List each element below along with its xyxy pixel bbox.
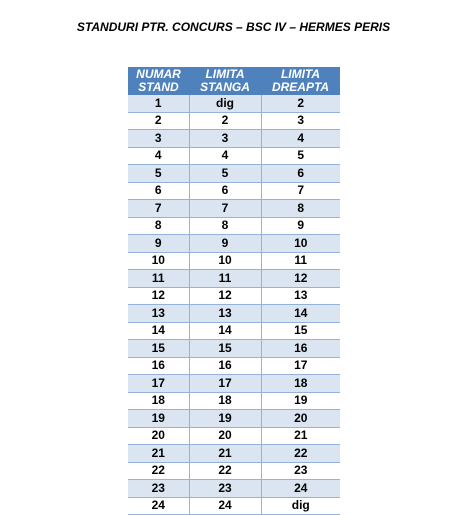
left-limit-cell: 8 — [189, 217, 261, 235]
stand-number-cell: 19 — [128, 410, 189, 428]
stand-number-cell: 17 — [128, 375, 189, 393]
stand-number-cell: 8 — [128, 217, 189, 235]
right-limit-cell: 18 — [261, 375, 340, 393]
stand-number-cell: 3 — [128, 130, 189, 148]
left-limit-cell: 7 — [189, 200, 261, 218]
right-limit-cell: 13 — [261, 287, 340, 305]
stand-number-cell: 16 — [128, 357, 189, 375]
right-limit-cell: 12 — [261, 270, 340, 288]
table-row — [128, 480, 340, 498]
left-limit-cell: 20 — [189, 427, 261, 445]
table-row — [128, 130, 340, 148]
stand-number-cell: 20 — [128, 427, 189, 445]
stand-number-cell: 4 — [128, 147, 189, 165]
right-limit-cell: 9 — [261, 217, 340, 235]
left-limit-cell: 4 — [189, 147, 261, 165]
left-limit-cell: 17 — [189, 375, 261, 393]
stand-number-cell: 21 — [128, 445, 189, 463]
header-row — [128, 67, 340, 95]
right-limit-cell: 3 — [261, 112, 340, 130]
column-header-left-limit: LIMITA STANGA — [189, 67, 261, 95]
left-limit-cell: 11 — [189, 270, 261, 288]
right-limit-cell: 6 — [261, 165, 340, 183]
stand-number-cell: 1 — [128, 95, 189, 112]
right-limit-cell: 21 — [261, 427, 340, 445]
table-row — [128, 182, 340, 200]
left-limit-cell: 13 — [189, 305, 261, 323]
left-limit-cell: 23 — [189, 480, 261, 498]
stand-number-cell: 14 — [128, 322, 189, 340]
table-row — [128, 462, 340, 480]
table-row — [128, 392, 340, 410]
right-limit-cell: 2 — [261, 95, 340, 112]
table-row — [128, 252, 340, 270]
table-row — [128, 217, 340, 235]
table-row — [128, 165, 340, 183]
table-row — [128, 427, 340, 445]
table-row — [128, 287, 340, 305]
table-row — [128, 410, 340, 428]
left-limit-cell: 21 — [189, 445, 261, 463]
right-limit-cell: 22 — [261, 445, 340, 463]
column-header-stand-number: NUMAR STAND — [128, 67, 189, 95]
table-row — [128, 112, 340, 130]
table-row — [128, 270, 340, 288]
table-row — [128, 340, 340, 358]
stand-number-cell: 18 — [128, 392, 189, 410]
column-header-right-limit: LIMITA DREAPTA — [261, 67, 340, 95]
table-body — [128, 95, 340, 515]
left-limit-cell: 24 — [189, 497, 261, 515]
right-limit-cell: 23 — [261, 462, 340, 480]
left-limit-cell: 9 — [189, 235, 261, 253]
left-limit-cell: 3 — [189, 130, 261, 148]
table-row — [128, 147, 340, 165]
table-row — [128, 322, 340, 340]
right-limit-cell: 19 — [261, 392, 340, 410]
table-row — [128, 200, 340, 218]
right-limit-cell: 8 — [261, 200, 340, 218]
table-header — [128, 67, 340, 95]
right-limit-cell: 17 — [261, 357, 340, 375]
right-limit-cell: 4 — [261, 130, 340, 148]
right-limit-cell: 5 — [261, 147, 340, 165]
document-title: STANDURI PTR. CONCURS – BSC IV – HERMES PERIS — [76, 20, 391, 34]
stand-number-cell: 11 — [128, 270, 189, 288]
left-limit-cell: 6 — [189, 182, 261, 200]
right-limit-cell: 20 — [261, 410, 340, 428]
left-limit-cell: 14 — [189, 322, 261, 340]
stand-number-cell: 7 — [128, 200, 189, 218]
stand-number-cell: 13 — [128, 305, 189, 323]
right-limit-cell: 24 — [261, 480, 340, 498]
stand-number-cell: 2 — [128, 112, 189, 130]
table-row — [128, 497, 340, 515]
left-limit-cell: 18 — [189, 392, 261, 410]
left-limit-cell: 15 — [189, 340, 261, 358]
stands-table — [128, 67, 340, 515]
stand-number-cell: 5 — [128, 165, 189, 183]
table-row — [128, 357, 340, 375]
table-row — [128, 445, 340, 463]
stand-number-cell: 24 — [128, 497, 189, 515]
right-limit-cell: 11 — [261, 252, 340, 270]
left-limit-cell: 12 — [189, 287, 261, 305]
stand-number-cell: 6 — [128, 182, 189, 200]
left-limit-cell: 10 — [189, 252, 261, 270]
right-limit-cell: 7 — [261, 182, 340, 200]
table-row — [128, 95, 340, 112]
right-limit-cell: 10 — [261, 235, 340, 253]
stand-number-cell: 12 — [128, 287, 189, 305]
left-limit-cell: 2 — [189, 112, 261, 130]
table-row — [128, 375, 340, 393]
right-limit-cell: 15 — [261, 322, 340, 340]
stand-number-cell: 9 — [128, 235, 189, 253]
table-row — [128, 305, 340, 323]
stand-number-cell: 23 — [128, 480, 189, 498]
table-row — [128, 235, 340, 253]
right-limit-cell: 16 — [261, 340, 340, 358]
right-limit-cell: 14 — [261, 305, 340, 323]
left-limit-cell: dig — [189, 95, 261, 112]
left-limit-cell: 16 — [189, 357, 261, 375]
left-limit-cell: 5 — [189, 165, 261, 183]
stand-number-cell: 15 — [128, 340, 189, 358]
stand-number-cell: 22 — [128, 462, 189, 480]
right-limit-cell: dig — [261, 497, 340, 515]
left-limit-cell: 19 — [189, 410, 261, 428]
stand-number-cell: 10 — [128, 252, 189, 270]
left-limit-cell: 22 — [189, 462, 261, 480]
